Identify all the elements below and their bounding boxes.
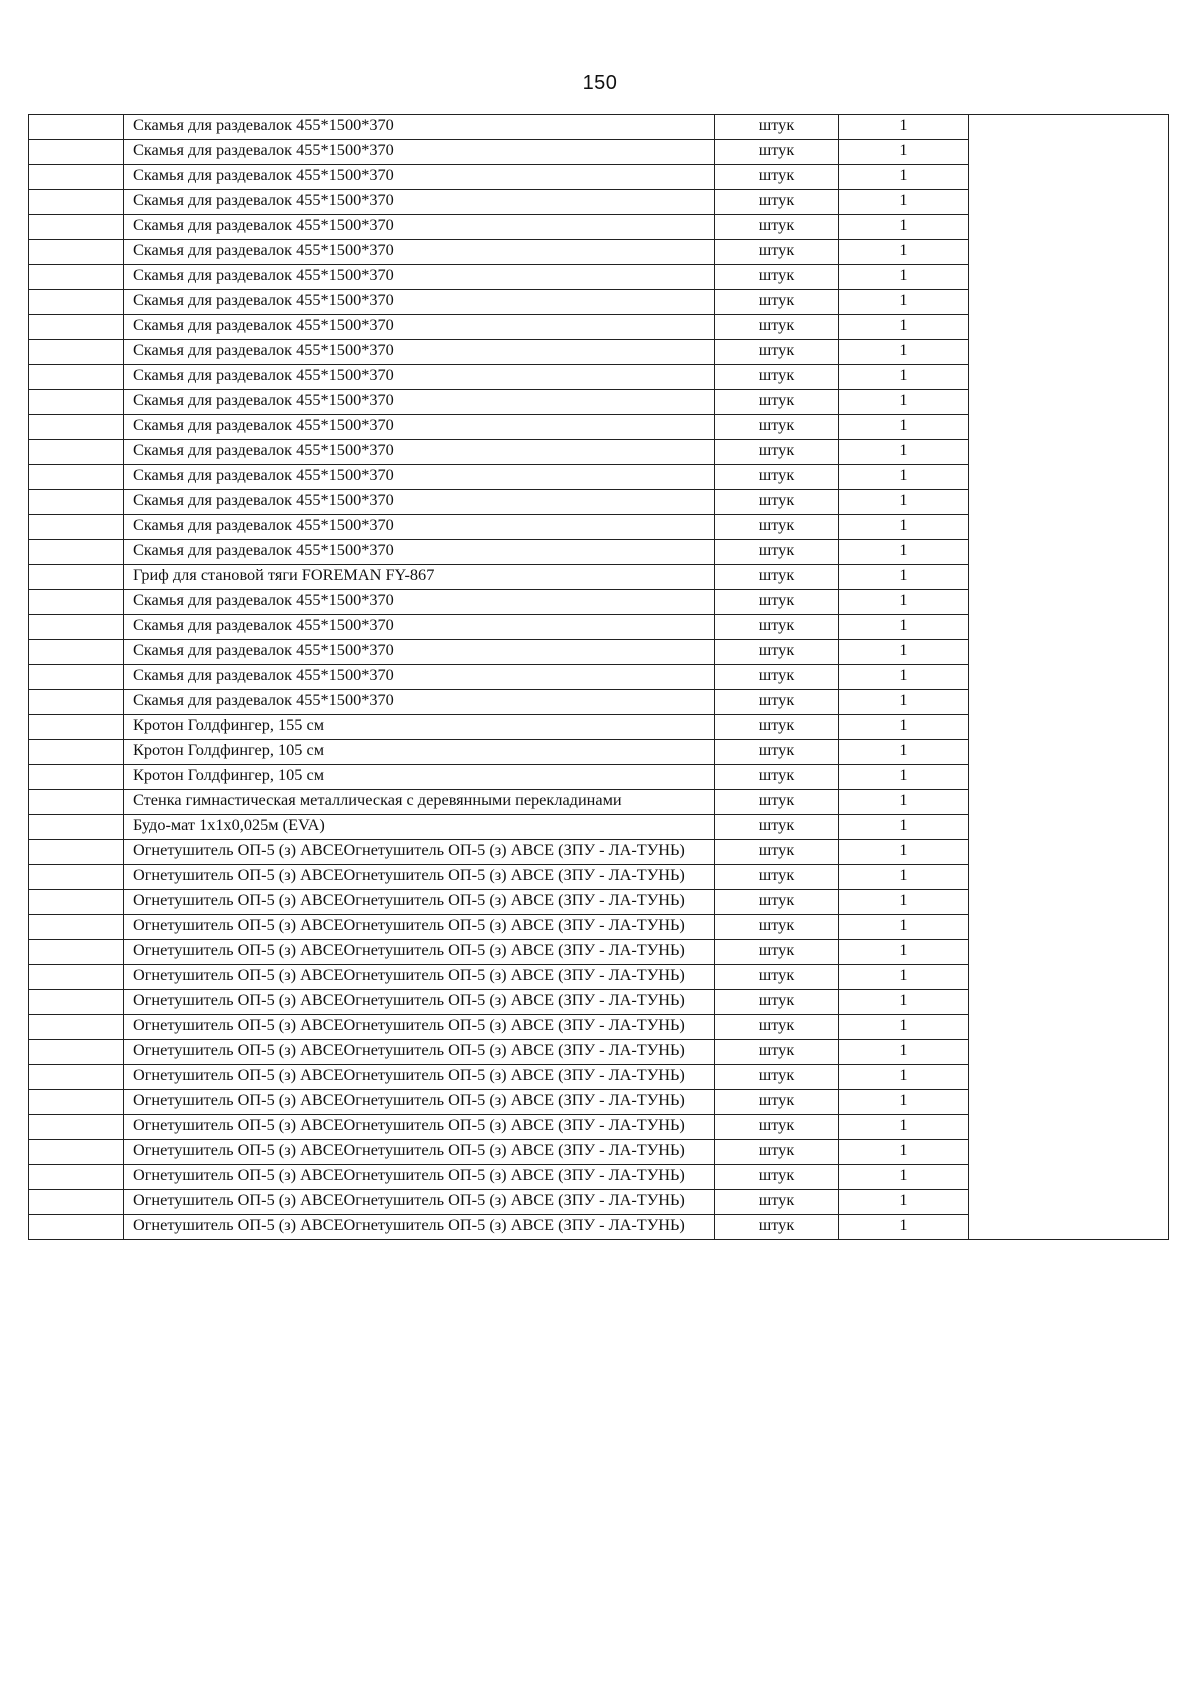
unit-cell: штук bbox=[715, 990, 839, 1015]
item-name-cell: Скамья для раздевалок 455*1500*370 bbox=[124, 140, 715, 165]
table-row bbox=[29, 915, 1169, 940]
unit-cell: штук bbox=[715, 365, 839, 390]
quantity-cell: 1 bbox=[839, 1065, 969, 1090]
row-number-cell bbox=[29, 590, 124, 615]
quantity-cell: 1 bbox=[839, 490, 969, 515]
item-name-cell: Будо-мат 1х1х0,025м (EVA) bbox=[124, 815, 715, 840]
quantity-cell: 1 bbox=[839, 1165, 969, 1190]
quantity-cell: 1 bbox=[839, 1190, 969, 1215]
note-cell bbox=[969, 890, 1169, 915]
note-cell bbox=[969, 940, 1169, 965]
row-number-cell bbox=[29, 1165, 124, 1190]
unit-cell: штук bbox=[715, 465, 839, 490]
item-name-cell: Скамья для раздевалок 455*1500*370 bbox=[124, 340, 715, 365]
quantity-cell: 1 bbox=[839, 190, 969, 215]
table-row bbox=[29, 890, 1169, 915]
item-name-cell: Кротон Голдфингер, 155 см bbox=[124, 715, 715, 740]
quantity-cell: 1 bbox=[839, 915, 969, 940]
row-number-cell bbox=[29, 115, 124, 140]
quantity-cell: 1 bbox=[839, 240, 969, 265]
table-row bbox=[29, 115, 1169, 140]
row-number-cell bbox=[29, 465, 124, 490]
quantity-cell: 1 bbox=[839, 1140, 969, 1165]
note-cell bbox=[969, 215, 1169, 240]
item-name-cell: Скамья для раздевалок 455*1500*370 bbox=[124, 165, 715, 190]
unit-cell: штук bbox=[715, 1040, 839, 1065]
row-number-cell bbox=[29, 1065, 124, 1090]
quantity-cell: 1 bbox=[839, 465, 969, 490]
item-name-cell: Скамья для раздевалок 455*1500*370 bbox=[124, 315, 715, 340]
table-row bbox=[29, 515, 1169, 540]
table-row bbox=[29, 765, 1169, 790]
note-cell bbox=[969, 765, 1169, 790]
table-row bbox=[29, 390, 1169, 415]
note-cell bbox=[969, 790, 1169, 815]
unit-cell: штук bbox=[715, 640, 839, 665]
table-row bbox=[29, 165, 1169, 190]
item-name-cell: Скамья для раздевалок 455*1500*370 bbox=[124, 515, 715, 540]
table-row bbox=[29, 790, 1169, 815]
row-number-cell bbox=[29, 365, 124, 390]
note-cell bbox=[969, 915, 1169, 940]
item-name-cell: Огнетушитель ОП-5 (з) АВСЕОгнетушитель ОП-5 (з) АВСЕ (ЗПУ - ЛА-ТУНЬ) bbox=[124, 1165, 715, 1190]
quantity-cell: 1 bbox=[839, 740, 969, 765]
unit-cell: штук bbox=[715, 740, 839, 765]
item-name-cell: Скамья для раздевалок 455*1500*370 bbox=[124, 690, 715, 715]
row-number-cell bbox=[29, 1015, 124, 1040]
quantity-cell: 1 bbox=[839, 590, 969, 615]
quantity-cell: 1 bbox=[839, 690, 969, 715]
row-number-cell bbox=[29, 415, 124, 440]
unit-cell: штук bbox=[715, 1215, 839, 1240]
item-name-cell: Скамья для раздевалок 455*1500*370 bbox=[124, 240, 715, 265]
row-number-cell bbox=[29, 565, 124, 590]
note-cell bbox=[969, 1115, 1169, 1140]
unit-cell: штук bbox=[715, 1165, 839, 1190]
table-row bbox=[29, 715, 1169, 740]
unit-cell: штук bbox=[715, 215, 839, 240]
table-row bbox=[29, 190, 1169, 215]
item-name-cell: Скамья для раздевалок 455*1500*370 bbox=[124, 640, 715, 665]
row-number-cell bbox=[29, 440, 124, 465]
note-cell bbox=[969, 365, 1169, 390]
table-row bbox=[29, 965, 1169, 990]
table-row bbox=[29, 1190, 1169, 1215]
item-name-cell: Огнетушитель ОП-5 (з) АВСЕОгнетушитель ОП-5 (з) АВСЕ (ЗПУ - ЛА-ТУНЬ) bbox=[124, 890, 715, 915]
unit-cell: штук bbox=[715, 565, 839, 590]
note-cell bbox=[969, 990, 1169, 1015]
table-row bbox=[29, 1040, 1169, 1065]
note-cell bbox=[969, 190, 1169, 215]
item-name-cell: Огнетушитель ОП-5 (з) АВСЕОгнетушитель ОП-5 (з) АВСЕ (ЗПУ - ЛА-ТУНЬ) bbox=[124, 965, 715, 990]
quantity-cell: 1 bbox=[839, 115, 969, 140]
item-name-cell: Скамья для раздевалок 455*1500*370 bbox=[124, 215, 715, 240]
unit-cell: штук bbox=[715, 765, 839, 790]
unit-cell: штук bbox=[715, 190, 839, 215]
row-number-cell bbox=[29, 515, 124, 540]
row-number-cell bbox=[29, 915, 124, 940]
item-name-cell: Огнетушитель ОП-5 (з) АВСЕОгнетушитель ОП-5 (з) АВСЕ (ЗПУ - ЛА-ТУНЬ) bbox=[124, 990, 715, 1015]
unit-cell: штук bbox=[715, 290, 839, 315]
row-number-cell bbox=[29, 740, 124, 765]
row-number-cell bbox=[29, 290, 124, 315]
table-row bbox=[29, 490, 1169, 515]
row-number-cell bbox=[29, 715, 124, 740]
note-cell bbox=[969, 590, 1169, 615]
quantity-cell: 1 bbox=[839, 265, 969, 290]
row-number-cell bbox=[29, 190, 124, 215]
unit-cell: штук bbox=[715, 865, 839, 890]
table-row bbox=[29, 365, 1169, 390]
note-cell bbox=[969, 1040, 1169, 1065]
table-row bbox=[29, 465, 1169, 490]
row-number-cell bbox=[29, 340, 124, 365]
row-number-cell bbox=[29, 1040, 124, 1065]
quantity-cell: 1 bbox=[839, 640, 969, 665]
item-name-cell: Огнетушитель ОП-5 (з) АВСЕОгнетушитель ОП-5 (з) АВСЕ (ЗПУ - ЛА-ТУНЬ) bbox=[124, 1215, 715, 1240]
item-name-cell: Скамья для раздевалок 455*1500*370 bbox=[124, 540, 715, 565]
row-number-cell bbox=[29, 815, 124, 840]
quantity-cell: 1 bbox=[839, 340, 969, 365]
unit-cell: штук bbox=[715, 265, 839, 290]
table-row bbox=[29, 240, 1169, 265]
row-number-cell bbox=[29, 665, 124, 690]
unit-cell: штук bbox=[715, 1190, 839, 1215]
note-cell bbox=[969, 490, 1169, 515]
row-number-cell bbox=[29, 865, 124, 890]
table-row bbox=[29, 540, 1169, 565]
unit-cell: штук bbox=[715, 140, 839, 165]
row-number-cell bbox=[29, 1215, 124, 1240]
inventory-table-body bbox=[29, 115, 1169, 1240]
item-name-cell: Гриф для становой тяги FOREMAN FY-867 bbox=[124, 565, 715, 590]
table-row bbox=[29, 865, 1169, 890]
note-cell bbox=[969, 265, 1169, 290]
row-number-cell bbox=[29, 615, 124, 640]
item-name-cell: Скамья для раздевалок 455*1500*370 bbox=[124, 615, 715, 640]
table-row bbox=[29, 1115, 1169, 1140]
row-number-cell bbox=[29, 890, 124, 915]
unit-cell: штук bbox=[715, 615, 839, 640]
table-row bbox=[29, 590, 1169, 615]
unit-cell: штук bbox=[715, 590, 839, 615]
note-cell bbox=[969, 465, 1169, 490]
quantity-cell: 1 bbox=[839, 615, 969, 640]
note-cell bbox=[969, 1165, 1169, 1190]
table-row bbox=[29, 990, 1169, 1015]
quantity-cell: 1 bbox=[839, 940, 969, 965]
row-number-cell bbox=[29, 490, 124, 515]
quantity-cell: 1 bbox=[839, 1090, 969, 1115]
item-name-cell: Скамья для раздевалок 455*1500*370 bbox=[124, 365, 715, 390]
table-row bbox=[29, 1140, 1169, 1165]
row-number-cell bbox=[29, 1090, 124, 1115]
row-number-cell bbox=[29, 965, 124, 990]
item-name-cell: Стенка гимнастическая металлическая с деревянными перекладинами bbox=[124, 790, 715, 815]
item-name-cell: Скамья для раздевалок 455*1500*370 bbox=[124, 415, 715, 440]
quantity-cell: 1 bbox=[839, 765, 969, 790]
item-name-cell: Скамья для раздевалок 455*1500*370 bbox=[124, 390, 715, 415]
table-row bbox=[29, 440, 1169, 465]
row-number-cell bbox=[29, 140, 124, 165]
unit-cell: штук bbox=[715, 1065, 839, 1090]
inventory-table bbox=[28, 114, 1169, 1240]
row-number-cell bbox=[29, 1190, 124, 1215]
unit-cell: штук bbox=[715, 790, 839, 815]
table-row bbox=[29, 740, 1169, 765]
row-number-cell bbox=[29, 765, 124, 790]
item-name-cell: Огнетушитель ОП-5 (з) АВСЕОгнетушитель ОП-5 (з) АВСЕ (ЗПУ - ЛА-ТУНЬ) bbox=[124, 1115, 715, 1140]
quantity-cell: 1 bbox=[839, 1215, 969, 1240]
note-cell bbox=[969, 615, 1169, 640]
quantity-cell: 1 bbox=[839, 365, 969, 390]
note-cell bbox=[969, 540, 1169, 565]
unit-cell: штук bbox=[715, 1015, 839, 1040]
unit-cell: штук bbox=[715, 715, 839, 740]
page-number: 150 bbox=[582, 72, 618, 94]
note-cell bbox=[969, 840, 1169, 865]
item-name-cell: Скамья для раздевалок 455*1500*370 bbox=[124, 290, 715, 315]
item-name-cell: Огнетушитель ОП-5 (з) АВСЕОгнетушитель ОП-5 (з) АВСЕ (ЗПУ - ЛА-ТУНЬ) bbox=[124, 1190, 715, 1215]
table-row bbox=[29, 1215, 1169, 1240]
table-row bbox=[29, 340, 1169, 365]
row-number-cell bbox=[29, 390, 124, 415]
unit-cell: штук bbox=[715, 915, 839, 940]
quantity-cell: 1 bbox=[839, 565, 969, 590]
row-number-cell bbox=[29, 640, 124, 665]
note-cell bbox=[969, 1090, 1169, 1115]
quantity-cell: 1 bbox=[839, 215, 969, 240]
row-number-cell bbox=[29, 1115, 124, 1140]
quantity-cell: 1 bbox=[839, 665, 969, 690]
table-row bbox=[29, 315, 1169, 340]
row-number-cell bbox=[29, 540, 124, 565]
item-name-cell: Скамья для раздевалок 455*1500*370 bbox=[124, 190, 715, 215]
row-number-cell bbox=[29, 1140, 124, 1165]
note-cell bbox=[969, 715, 1169, 740]
table-row bbox=[29, 215, 1169, 240]
unit-cell: штук bbox=[715, 515, 839, 540]
item-name-cell: Огнетушитель ОП-5 (з) АВСЕОгнетушитель ОП-5 (з) АВСЕ (ЗПУ - ЛА-ТУНЬ) bbox=[124, 840, 715, 865]
table-row bbox=[29, 140, 1169, 165]
item-name-cell: Огнетушитель ОП-5 (з) АВСЕОгнетушитель ОП-5 (з) АВСЕ (ЗПУ - ЛА-ТУНЬ) bbox=[124, 1015, 715, 1040]
note-cell bbox=[969, 740, 1169, 765]
quantity-cell: 1 bbox=[839, 890, 969, 915]
unit-cell: штук bbox=[715, 240, 839, 265]
note-cell bbox=[969, 965, 1169, 990]
quantity-cell: 1 bbox=[839, 1015, 969, 1040]
item-name-cell: Скамья для раздевалок 455*1500*370 bbox=[124, 590, 715, 615]
unit-cell: штук bbox=[715, 415, 839, 440]
table-row bbox=[29, 940, 1169, 965]
quantity-cell: 1 bbox=[839, 390, 969, 415]
quantity-cell: 1 bbox=[839, 440, 969, 465]
item-name-cell: Огнетушитель ОП-5 (з) АВСЕОгнетушитель ОП-5 (з) АВСЕ (ЗПУ - ЛА-ТУНЬ) bbox=[124, 915, 715, 940]
table-row bbox=[29, 1015, 1169, 1040]
table-row bbox=[29, 265, 1169, 290]
item-name-cell: Скамья для раздевалок 455*1500*370 bbox=[124, 440, 715, 465]
table-row bbox=[29, 665, 1169, 690]
row-number-cell bbox=[29, 215, 124, 240]
quantity-cell: 1 bbox=[839, 1115, 969, 1140]
table-row bbox=[29, 640, 1169, 665]
note-cell bbox=[969, 415, 1169, 440]
item-name-cell: Скамья для раздевалок 455*1500*370 bbox=[124, 465, 715, 490]
quantity-cell: 1 bbox=[839, 790, 969, 815]
quantity-cell: 1 bbox=[839, 140, 969, 165]
note-cell bbox=[969, 240, 1169, 265]
item-name-cell: Скамья для раздевалок 455*1500*370 bbox=[124, 265, 715, 290]
quantity-cell: 1 bbox=[839, 290, 969, 315]
row-number-cell bbox=[29, 990, 124, 1015]
quantity-cell: 1 bbox=[839, 1040, 969, 1065]
note-cell bbox=[969, 665, 1169, 690]
unit-cell: штук bbox=[715, 1140, 839, 1165]
note-cell bbox=[969, 515, 1169, 540]
unit-cell: штук bbox=[715, 440, 839, 465]
unit-cell: штук bbox=[715, 690, 839, 715]
unit-cell: штук bbox=[715, 890, 839, 915]
quantity-cell: 1 bbox=[839, 990, 969, 1015]
unit-cell: штук bbox=[715, 165, 839, 190]
note-cell bbox=[969, 165, 1169, 190]
quantity-cell: 1 bbox=[839, 415, 969, 440]
unit-cell: штук bbox=[715, 490, 839, 515]
unit-cell: штук bbox=[715, 540, 839, 565]
row-number-cell bbox=[29, 840, 124, 865]
table-row bbox=[29, 565, 1169, 590]
item-name-cell: Скамья для раздевалок 455*1500*370 bbox=[124, 490, 715, 515]
note-cell bbox=[969, 140, 1169, 165]
note-cell bbox=[969, 1140, 1169, 1165]
row-number-cell bbox=[29, 265, 124, 290]
item-name-cell: Огнетушитель ОП-5 (з) АВСЕОгнетушитель ОП-5 (з) АВСЕ (ЗПУ - ЛА-ТУНЬ) bbox=[124, 940, 715, 965]
table-row bbox=[29, 1165, 1169, 1190]
quantity-cell: 1 bbox=[839, 315, 969, 340]
note-cell bbox=[969, 1215, 1169, 1240]
note-cell bbox=[969, 1015, 1169, 1040]
row-number-cell bbox=[29, 940, 124, 965]
quantity-cell: 1 bbox=[839, 540, 969, 565]
note-cell bbox=[969, 340, 1169, 365]
row-number-cell bbox=[29, 690, 124, 715]
item-name-cell: Скамья для раздевалок 455*1500*370 bbox=[124, 665, 715, 690]
table-row bbox=[29, 290, 1169, 315]
note-cell bbox=[969, 390, 1169, 415]
unit-cell: штук bbox=[715, 390, 839, 415]
note-cell bbox=[969, 315, 1169, 340]
note-cell bbox=[969, 1190, 1169, 1215]
unit-cell: штук bbox=[715, 1090, 839, 1115]
quantity-cell: 1 bbox=[839, 815, 969, 840]
item-name-cell: Огнетушитель ОП-5 (з) АВСЕОгнетушитель ОП-5 (з) АВСЕ (ЗПУ - ЛА-ТУНЬ) bbox=[124, 1140, 715, 1165]
table-row bbox=[29, 815, 1169, 840]
item-name-cell: Огнетушитель ОП-5 (з) АВСЕОгнетушитель ОП-5 (з) АВСЕ (ЗПУ - ЛА-ТУНЬ) bbox=[124, 865, 715, 890]
table-row bbox=[29, 690, 1169, 715]
unit-cell: штук bbox=[715, 840, 839, 865]
quantity-cell: 1 bbox=[839, 965, 969, 990]
item-name-cell: Огнетушитель ОП-5 (з) АВСЕОгнетушитель ОП-5 (з) АВСЕ (ЗПУ - ЛА-ТУНЬ) bbox=[124, 1090, 715, 1115]
row-number-cell bbox=[29, 315, 124, 340]
unit-cell: штук bbox=[715, 665, 839, 690]
table-row bbox=[29, 415, 1169, 440]
note-cell bbox=[969, 1065, 1169, 1090]
table-row bbox=[29, 615, 1169, 640]
note-cell bbox=[969, 440, 1169, 465]
table-row bbox=[29, 1090, 1169, 1115]
unit-cell: штук bbox=[715, 940, 839, 965]
note-cell bbox=[969, 290, 1169, 315]
row-number-cell bbox=[29, 240, 124, 265]
item-name-cell: Огнетушитель ОП-5 (з) АВСЕОгнетушитель ОП-5 (з) АВСЕ (ЗПУ - ЛА-ТУНЬ) bbox=[124, 1040, 715, 1065]
note-cell bbox=[969, 640, 1169, 665]
unit-cell: штук bbox=[715, 115, 839, 140]
quantity-cell: 1 bbox=[839, 840, 969, 865]
item-name-cell: Кротон Голдфингер, 105 см bbox=[124, 740, 715, 765]
table-row bbox=[29, 1065, 1169, 1090]
item-name-cell: Огнетушитель ОП-5 (з) АВСЕОгнетушитель ОП-5 (з) АВСЕ (ЗПУ - ЛА-ТУНЬ) bbox=[124, 1065, 715, 1090]
note-cell bbox=[969, 865, 1169, 890]
unit-cell: штук bbox=[715, 815, 839, 840]
item-name-cell: Скамья для раздевалок 455*1500*370 bbox=[124, 115, 715, 140]
table-row bbox=[29, 840, 1169, 865]
row-number-cell bbox=[29, 790, 124, 815]
quantity-cell: 1 bbox=[839, 715, 969, 740]
unit-cell: штук bbox=[715, 315, 839, 340]
quantity-cell: 1 bbox=[839, 165, 969, 190]
row-number-cell bbox=[29, 165, 124, 190]
note-cell bbox=[969, 815, 1169, 840]
note-cell bbox=[969, 115, 1169, 140]
unit-cell: штук bbox=[715, 965, 839, 990]
note-cell bbox=[969, 565, 1169, 590]
quantity-cell: 1 bbox=[839, 515, 969, 540]
item-name-cell: Кротон Голдфингер, 105 см bbox=[124, 765, 715, 790]
quantity-cell: 1 bbox=[839, 865, 969, 890]
unit-cell: штук bbox=[715, 1115, 839, 1140]
unit-cell: штук bbox=[715, 340, 839, 365]
note-cell bbox=[969, 690, 1169, 715]
